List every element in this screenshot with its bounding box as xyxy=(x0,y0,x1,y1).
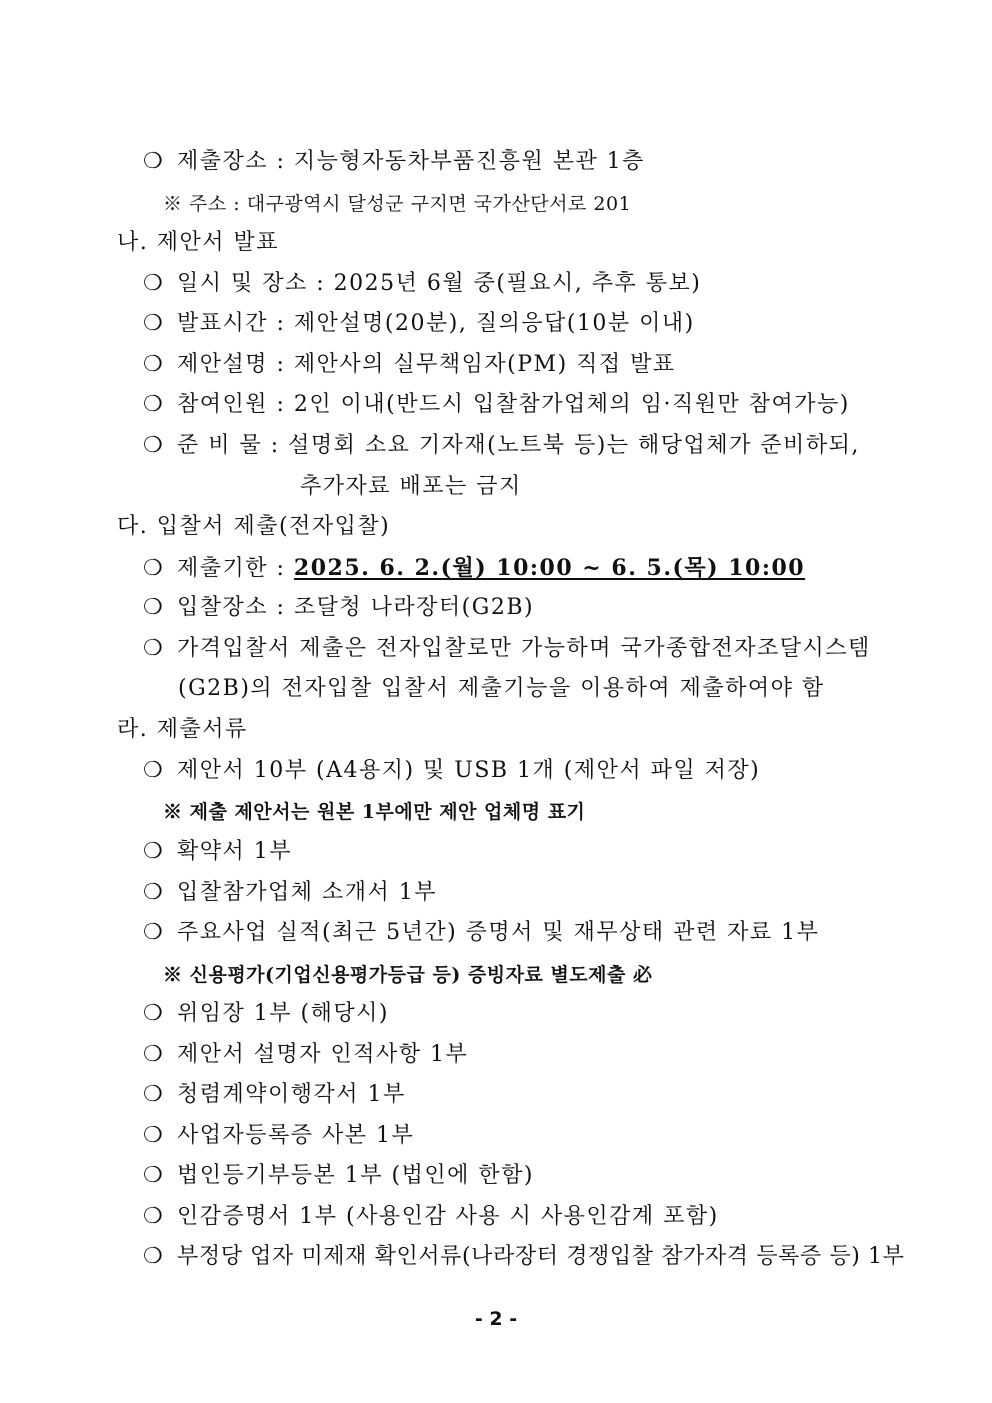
item-continuation: 추가자료 배포는 금지 xyxy=(300,474,522,499)
item-text: 법인등기부등본 1부 (법인에 한함) xyxy=(177,1163,534,1188)
list-item xyxy=(143,634,871,664)
circle-bullet-icon: ❍ xyxy=(143,1042,165,1067)
item-text: 준 비 물 : 설명회 소요 기자재(노트북 등)는 해당업체가 준비하되, xyxy=(177,433,860,458)
item-text: 지능형자동차부품진흥원 본관 1층 xyxy=(293,149,645,174)
item-text: 확약서 1부 xyxy=(177,839,292,864)
list-item xyxy=(143,837,292,867)
list-item xyxy=(143,756,760,786)
item-text: 입찰참가업체 소개서 1부 xyxy=(177,880,438,905)
item-text: 주요사업 실적(최근 5년간) 증명서 및 재무상태 관련 자료 1부 xyxy=(177,920,820,945)
section-heading-bid-submission: 다. 입찰서 제출(전자입찰) xyxy=(117,514,391,539)
item-text: 제안서 10부 (A4용지) 및 USB 1개 (제안서 파일 저장) xyxy=(177,758,761,783)
section-heading-presentation: 나. 제안서 발표 xyxy=(117,230,279,255)
list-item xyxy=(143,1121,414,1151)
list-item xyxy=(143,999,389,1029)
circle-bullet-icon: ❍ xyxy=(143,1244,164,1269)
item-text: 일시 및 장소 : 2025년 6월 중(필요시, 추후 통보) xyxy=(177,271,702,296)
list-item xyxy=(143,390,850,420)
item-text: 사업자등록증 사본 1부 xyxy=(177,1123,415,1148)
item-text: 부정당 업자 미제재 확인서류(나라장터 경쟁입찰 참가자격 등록증 등) 1부 xyxy=(177,1244,905,1269)
list-item xyxy=(143,147,645,177)
item-text: 제안서 설명자 인적사항 1부 xyxy=(177,1042,469,1067)
circle-bullet-icon: ❍ xyxy=(143,595,165,620)
item-text: 가격입찰서 제출은 전자입찰로만 가능하며 국가종합전자조달시스템 xyxy=(177,636,871,661)
item-text: 입찰장소 : 조달청 나라장터(G2B) xyxy=(177,595,535,620)
circle-bullet-icon: ❍ xyxy=(143,880,165,905)
circle-bullet-icon: ❍ xyxy=(143,839,165,864)
circle-bullet-icon: ❍ xyxy=(143,1204,165,1229)
list-item xyxy=(143,553,805,584)
circle-bullet-icon: ❍ xyxy=(143,1123,165,1148)
item-continuation: (G2B)의 전자입찰 입찰서 제출기능을 이용하여 제출하여야 함 xyxy=(178,676,825,701)
circle-bullet-icon: ❍ xyxy=(143,271,165,296)
circle-bullet-icon: ❍ xyxy=(143,392,165,417)
list-item xyxy=(143,269,701,299)
list-item xyxy=(143,431,860,461)
note-address: ※ 주소 : 대구광역시 달성군 구지면 국가산단서로 201 xyxy=(163,193,632,215)
list-item xyxy=(143,918,819,948)
note-credit-rating: ※ 신용평가(기업신용평가등급 등) 증빙자료 별도제출 必 xyxy=(163,964,653,986)
item-text: 참여인원 : 2인 이내(반드시 입찰참가업체의 임·직원만 참여가능) xyxy=(177,392,850,417)
item-label: 제출기한 : xyxy=(177,556,294,581)
list-item xyxy=(143,878,437,908)
list-item xyxy=(143,350,676,380)
circle-bullet-icon: ❍ xyxy=(143,1082,165,1107)
item-text: 발표시간 : 제안설명(20분), 질의응답(10분 이내) xyxy=(177,311,695,336)
list-item xyxy=(143,309,695,339)
circle-bullet-icon: ❍ xyxy=(143,758,165,783)
circle-bullet-icon: ❍ xyxy=(143,311,165,336)
circle-bullet-icon: ❍ xyxy=(143,149,165,174)
item-text: 인감증명서 1부 (사용인감 사용 시 사용인감계 포함) xyxy=(177,1204,719,1229)
deadline-text: 2025. 6. 2.(월) 10:00 ~ 6. 5.(목) 10:00 xyxy=(293,555,806,581)
circle-bullet-icon: ❍ xyxy=(143,920,165,945)
item-text: 청렴계약이행각서 1부 xyxy=(177,1082,406,1107)
circle-bullet-icon: ❍ xyxy=(143,1001,165,1026)
circle-bullet-icon: ❍ xyxy=(143,1163,165,1188)
note-proposal-marking: ※ 제출 제안서는 원본 1부에만 제안 업체명 표기 xyxy=(163,801,586,823)
circle-bullet-icon: ❍ xyxy=(143,352,165,377)
list-item xyxy=(143,593,534,623)
list-item xyxy=(143,1202,719,1232)
list-item xyxy=(143,1080,406,1110)
section-heading-documents: 라. 제출서류 xyxy=(117,717,248,742)
list-item xyxy=(143,1040,468,1070)
circle-bullet-icon: ❍ xyxy=(143,556,165,581)
list-item xyxy=(143,1242,904,1272)
list-item xyxy=(143,1161,534,1191)
item-text: 위임장 1부 (해당시) xyxy=(177,1001,389,1026)
item-text: 제안설명 : 제안사의 실무책임자(PM) 직접 발표 xyxy=(177,352,676,377)
circle-bullet-icon: ❍ xyxy=(143,636,165,661)
circle-bullet-icon: ❍ xyxy=(143,433,165,458)
item-label: 제출장소 : xyxy=(177,149,294,174)
page-number: - 2 - xyxy=(474,1308,518,1330)
